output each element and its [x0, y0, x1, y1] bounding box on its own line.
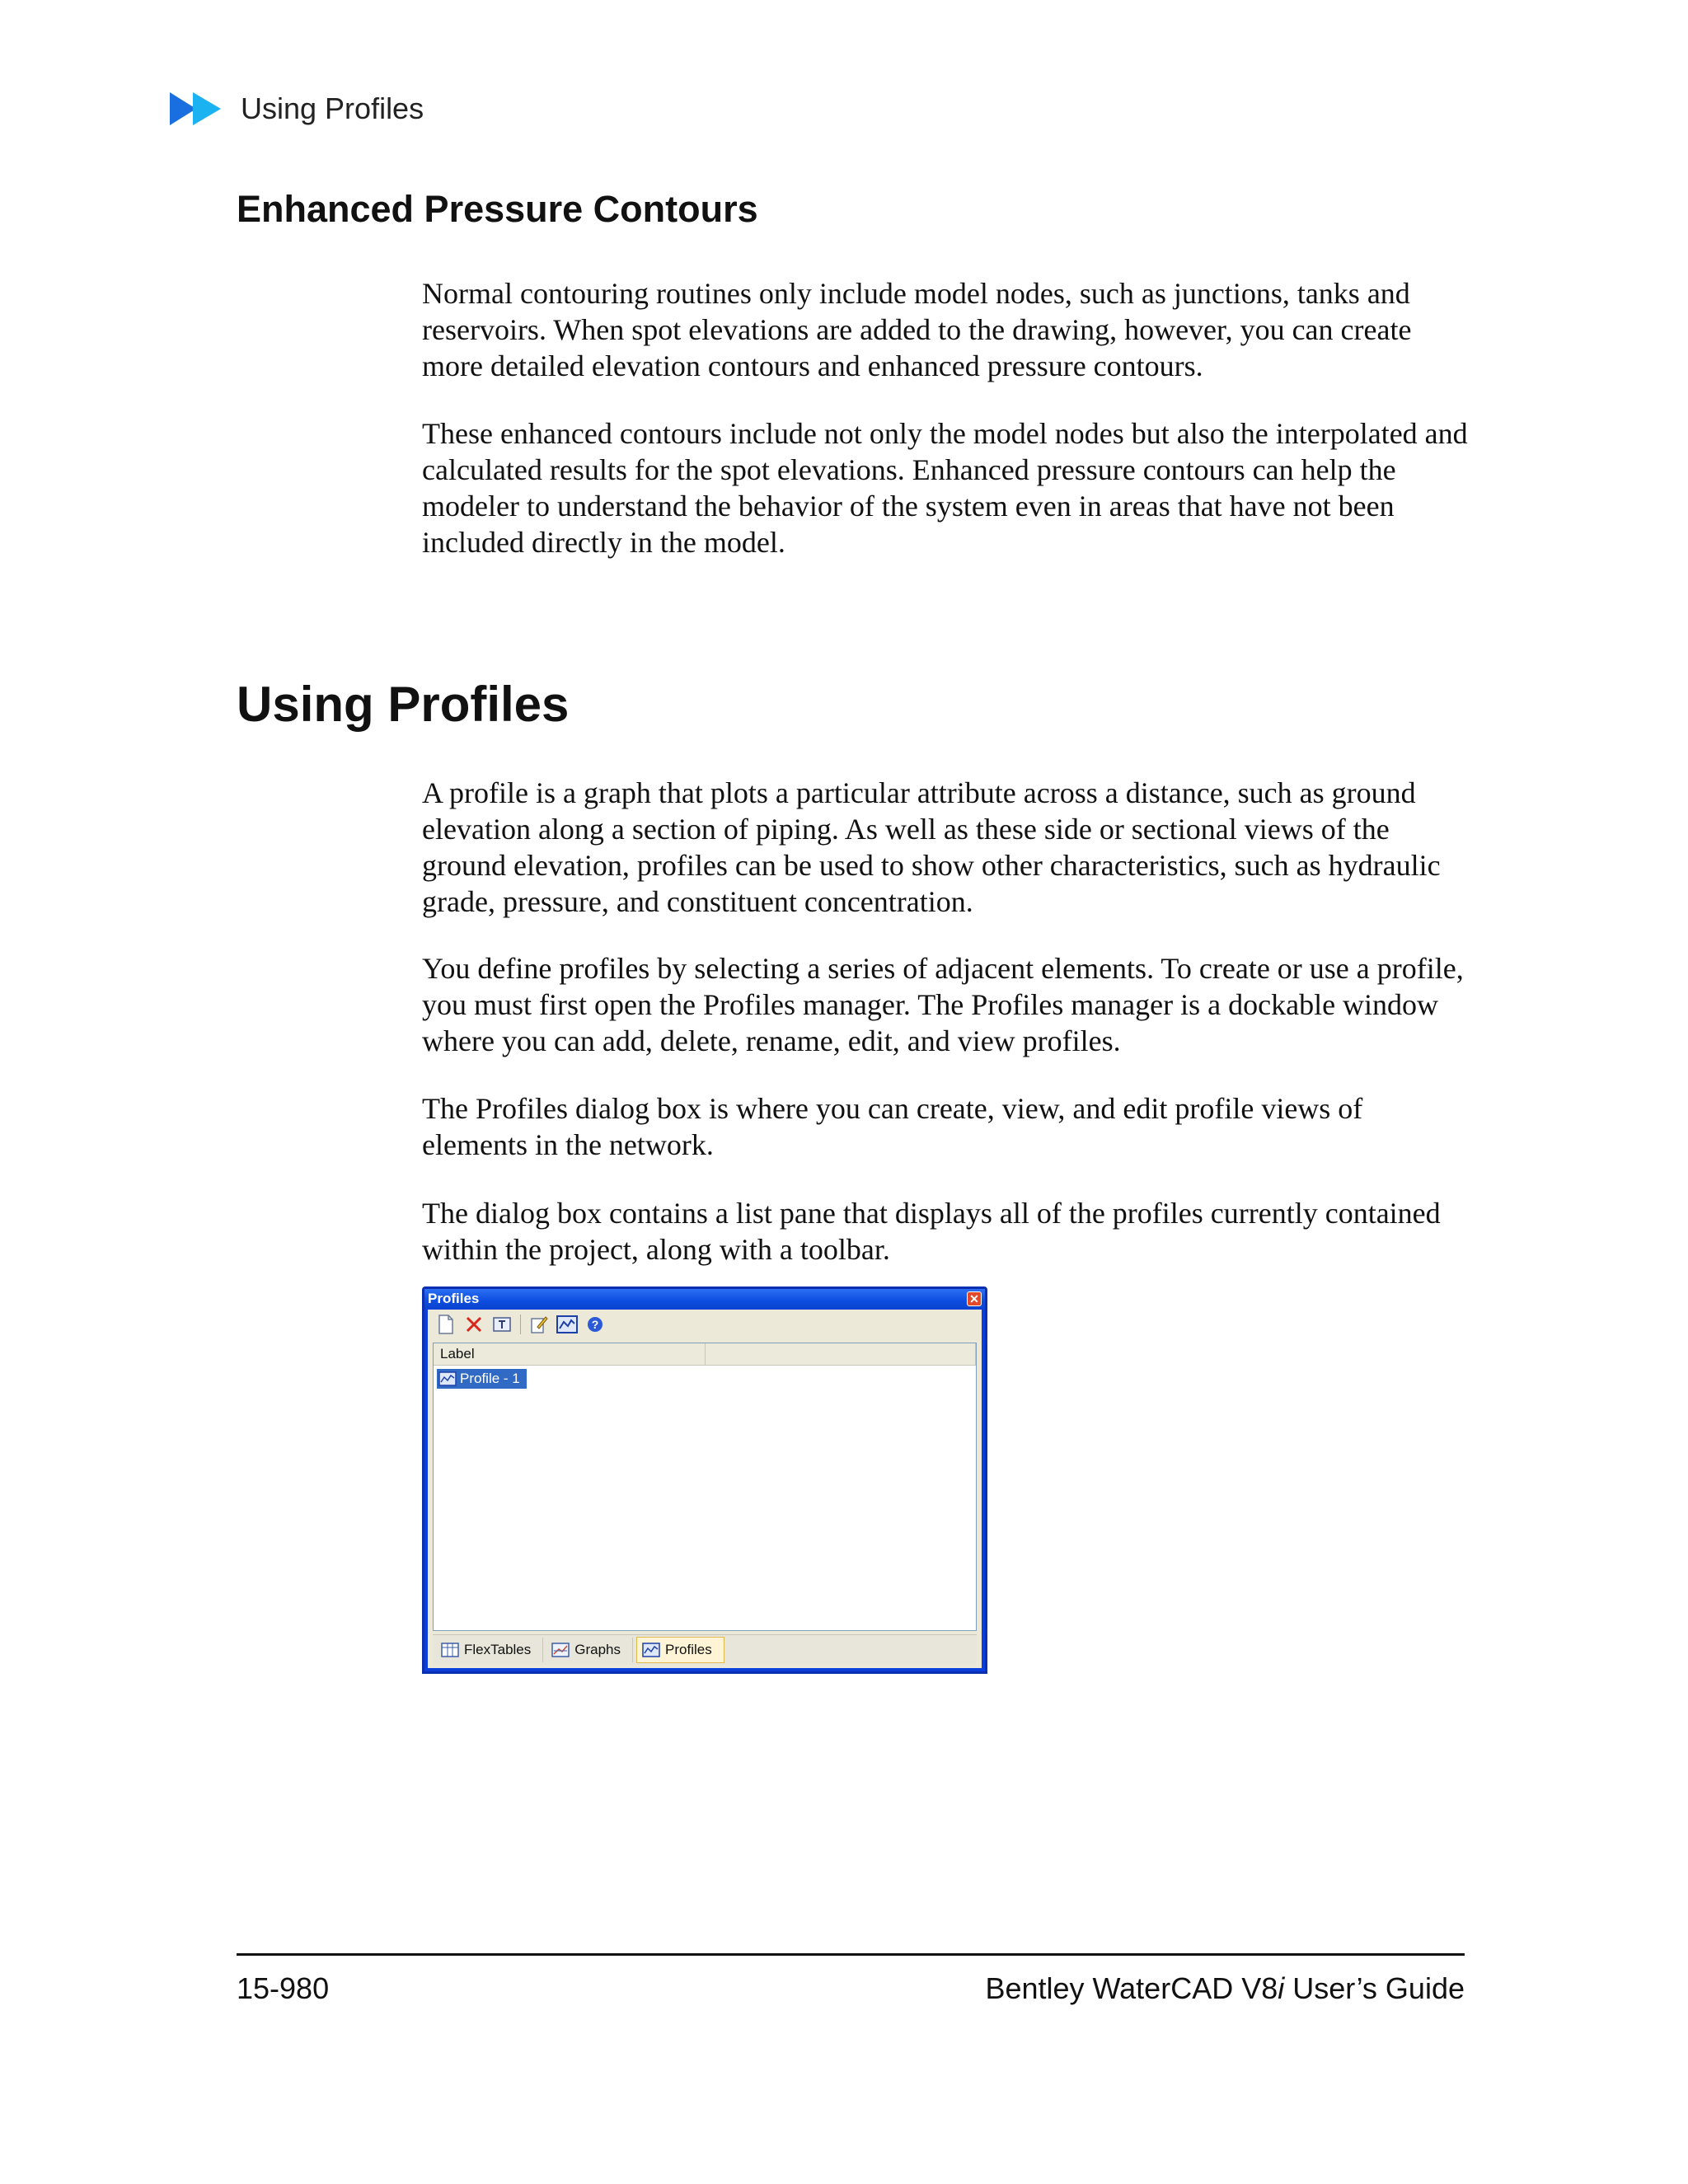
toolbar-separator — [520, 1315, 521, 1334]
tab-profiles[interactable] — [636, 1637, 724, 1663]
guide-title-suffix: User’s Guide — [1284, 1971, 1465, 2005]
dock-tabs — [433, 1634, 977, 1665]
dialog-title: Profiles — [428, 1291, 480, 1306]
dialog-client — [428, 1310, 982, 1668]
profile-icon — [438, 1371, 457, 1386]
view-profile-icon — [556, 1315, 578, 1333]
paragraph: A profile is a graph that plots a particular attribute across a distance, such as ground elevation along a section of piping. As well as these side or sectional views of the ground elevation, profiles can be used to show other characteristics, such as hydraulic grade, pressure, and constituent concentration. — [422, 776, 1441, 918]
list-item[interactable] — [437, 1369, 527, 1389]
new-profile-button[interactable] — [434, 1313, 457, 1336]
rename-button[interactable] — [490, 1313, 513, 1336]
paragraph: These enhanced contours include not only the model nodes but also the interpolated and calculated results for the spot elevations. Enhanced pressure contours can help the modeler to understand the behavior of the system even in areas that have not been included directly in the model. — [422, 417, 1468, 559]
section-heading-using-profiles: Using Profiles — [237, 677, 570, 732]
view-profile-button[interactable] — [556, 1313, 579, 1336]
table-icon — [441, 1643, 459, 1657]
delete-button[interactable] — [462, 1313, 485, 1336]
tab-profiles-label: Profiles — [665, 1642, 712, 1657]
edit-icon — [529, 1315, 549, 1334]
tab-graphs[interactable] — [546, 1638, 633, 1662]
running-header — [170, 86, 424, 132]
profiles-list — [433, 1343, 977, 1631]
rename-icon — [492, 1315, 512, 1334]
footer-rule — [237, 1953, 1465, 1956]
profiles-dialog — [422, 1286, 987, 1674]
help-icon — [586, 1315, 604, 1333]
tab-graphs-label: Graphs — [574, 1642, 621, 1657]
guide-title-italic: i — [1278, 1971, 1285, 2005]
tab-flextables-label: FlexTables — [464, 1642, 532, 1657]
column-header-label[interactable]: Label — [434, 1343, 706, 1365]
svg-text:?: ? — [591, 1318, 599, 1331]
double-arrow-icon — [170, 89, 224, 129]
graph-icon — [551, 1643, 570, 1657]
close-icon: ✕ — [969, 1292, 979, 1305]
paragraph: Normal contouring routines only include model nodes, such as junctions, tanks and reservoirs. When spot elevations are added to the drawing, however, you can create more detailed elevation contours and enhanced pressure contours. — [422, 277, 1412, 382]
guide-title-prefix: Bentley WaterCAD V8 — [985, 1971, 1278, 2005]
tab-flextables[interactable] — [436, 1638, 543, 1662]
list-item-label: Profile - 1 — [460, 1371, 520, 1386]
running-header-title: Using Profiles — [241, 91, 424, 125]
paragraph: The Profiles dialog box is where you can create, view, and edit profile views of elements in the network. — [422, 1092, 1363, 1161]
profile-icon — [642, 1643, 660, 1657]
column-header-empty[interactable] — [706, 1343, 976, 1365]
section-heading-enhanced-pressure-contours: Enhanced Pressure Contours — [237, 188, 758, 230]
page-number: 15-980 — [237, 1971, 330, 2005]
paragraph: The dialog box contains a list pane that displays all of the profiles currently contained within the project, along with a toolbar. — [422, 1197, 1441, 1266]
edit-button[interactable] — [528, 1313, 551, 1336]
paragraph: You define profiles by selecting a series of adjacent elements. To create or use a profile, you must first open the Profiles manager. The Profiles manager is a dockable window where you can add, delete, rename, edit, and view profiles. — [422, 952, 1464, 1057]
close-button[interactable] — [967, 1291, 982, 1306]
guide-title — [985, 1971, 1465, 2006]
delete-icon — [464, 1315, 484, 1334]
dialog-titlebar[interactable] — [424, 1289, 985, 1309]
list-header — [434, 1343, 976, 1366]
dialog-toolbar — [428, 1310, 982, 1339]
help-button[interactable] — [584, 1313, 607, 1336]
new-icon — [437, 1315, 455, 1334]
